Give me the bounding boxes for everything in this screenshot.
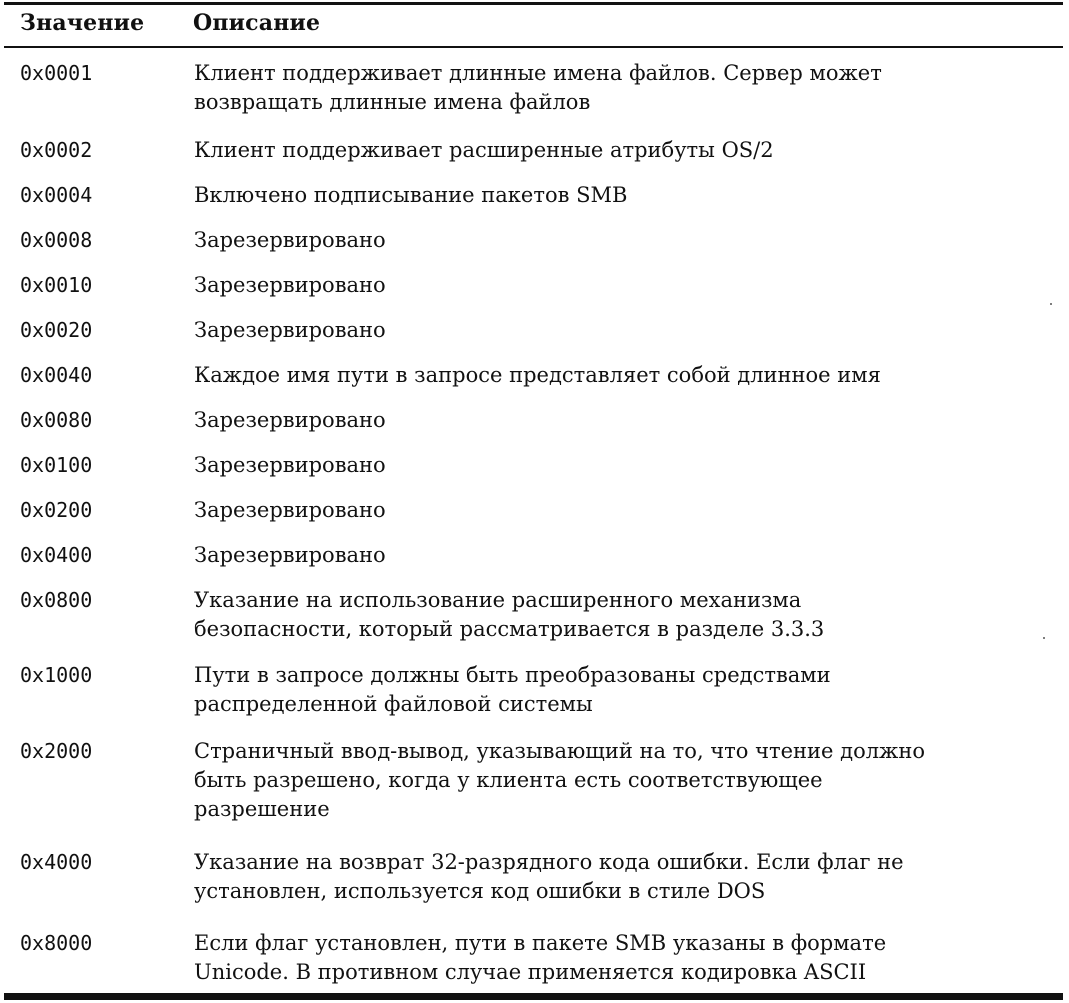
row-description-line: быть разрешено, когда у клиента есть соответствующее	[194, 768, 823, 792]
row-description	[194, 661, 1044, 719]
header-value: Значение	[20, 10, 145, 36]
scan-speck	[1043, 637, 1045, 639]
row-description-line: Зарезервировано	[194, 498, 386, 522]
row-description	[194, 59, 1044, 117]
row-description	[194, 451, 1044, 480]
row-value: 0x0080	[20, 408, 93, 432]
row-value: 0x4000	[20, 850, 93, 874]
row-description-line: Клиент поддерживает длинные имена файлов. Сервер может	[194, 61, 882, 85]
row-description	[194, 271, 1044, 300]
row-value: 0x0800	[20, 588, 93, 612]
row-description	[194, 929, 1044, 987]
row-value: 0x0004	[20, 183, 93, 207]
row-description-line: Unicode. В противном случае применяется кодировка ASCII	[194, 960, 867, 984]
row-description-line: Пути в запросе должны быть преобразованы средствами	[194, 663, 831, 687]
row-description-line: Зарезервировано	[194, 408, 386, 432]
row-description-line: Зарезервировано	[194, 543, 386, 567]
row-description	[194, 406, 1044, 435]
row-description-line: безопасности, который рассматривается в разделе 3.3.3	[194, 617, 825, 641]
row-value: 0x1000	[20, 663, 93, 687]
row-description	[194, 361, 1044, 390]
scan-speck	[1050, 303, 1052, 305]
row-description-line: Зарезервировано	[194, 228, 386, 252]
table-header-rule	[4, 46, 1063, 48]
row-description-line: возвращать длинные имена файлов	[194, 90, 591, 114]
row-value: 0x0040	[20, 363, 93, 387]
table-bottom-rule	[4, 993, 1063, 1000]
row-description-line: Если флаг установлен, пути в пакете SMB указаны в формате	[194, 931, 887, 955]
row-description-line: Включено подписывание пакетов SMB	[194, 183, 628, 207]
row-value: 0x0002	[20, 138, 93, 162]
row-description	[194, 848, 1044, 906]
row-description	[194, 541, 1044, 570]
row-description	[194, 496, 1044, 525]
row-description	[194, 737, 1044, 824]
table-top-rule	[4, 2, 1063, 5]
table-header	[0, 10, 1069, 40]
row-description-line: Указание на использование расширенного механизма	[194, 588, 802, 612]
row-description	[194, 316, 1044, 345]
header-description: Описание	[193, 10, 321, 36]
row-description-line: распределенной файловой системы	[194, 692, 593, 716]
row-description	[194, 136, 1044, 165]
row-description-line: Страничный ввод-вывод, указывающий на то, что чтение должно	[194, 739, 926, 763]
row-description-line: Зарезервировано	[194, 318, 386, 342]
row-value: 0x0008	[20, 228, 93, 252]
row-value: 0x0020	[20, 318, 93, 342]
row-description-line: Зарезервировано	[194, 453, 386, 477]
row-value: 0x8000	[20, 931, 93, 955]
row-value: 0x0001	[20, 61, 93, 85]
row-description	[194, 586, 1044, 644]
row-description-line: Каждое имя пути в запросе представляет собой длинное имя	[194, 363, 881, 387]
row-value: 0x0010	[20, 273, 93, 297]
row-description	[194, 181, 1044, 210]
row-value: 0x2000	[20, 739, 93, 763]
row-value: 0x0100	[20, 453, 93, 477]
row-description	[194, 226, 1044, 255]
row-description-line: установлен, используется код ошибки в стиле DOS	[194, 879, 766, 903]
row-value: 0x0400	[20, 543, 93, 567]
row-value: 0x0200	[20, 498, 93, 522]
row-description-line: разрешение	[194, 797, 330, 821]
row-description-line: Указание на возврат 32-разрядного кода ошибки. Если флаг не	[194, 850, 904, 874]
row-description-line: Зарезервировано	[194, 273, 386, 297]
row-description-line: Клиент поддерживает расширенные атрибуты OS/2	[194, 138, 774, 162]
